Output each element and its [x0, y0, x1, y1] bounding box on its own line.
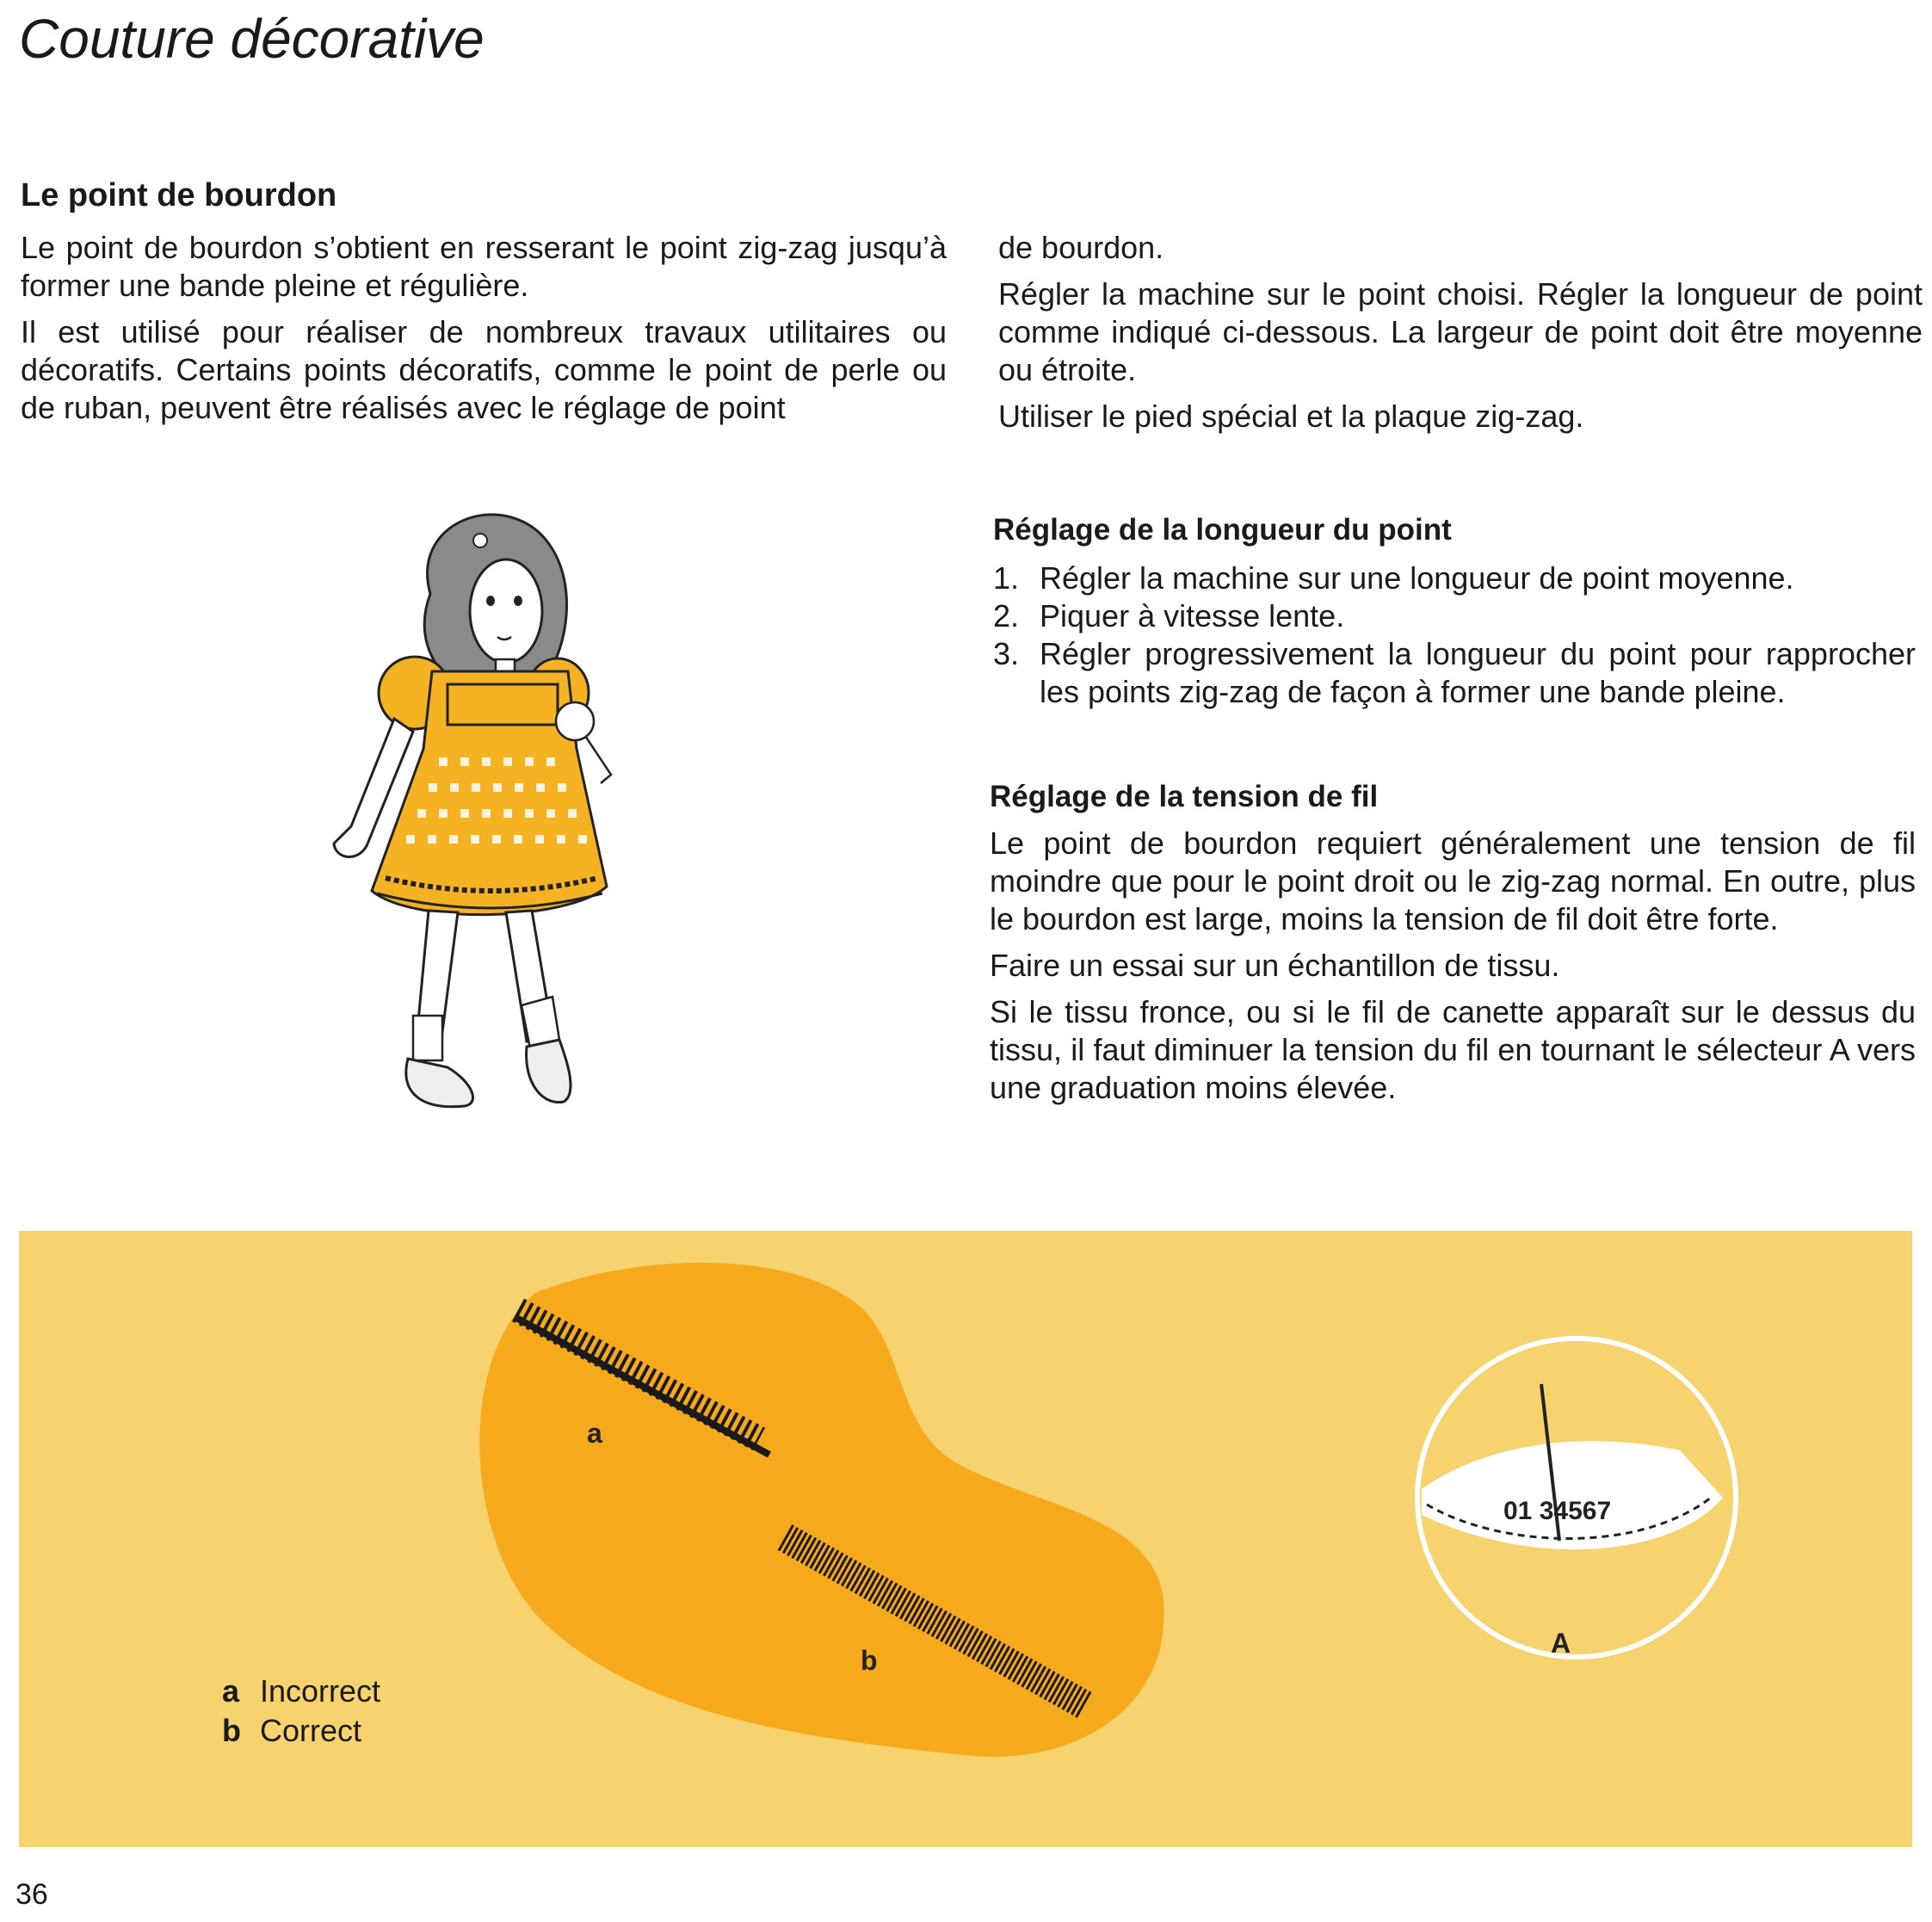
bourdon-text-left: [21, 229, 947, 436]
tension-paragraph-1: Le point de bourdon requiert généralement une tension de fil moindre que pour le point droit ou le zig-zag normal. En outre, plus le bourdon est large, moins la tension de fil doit être forte.: [990, 825, 1916, 936]
dial-label-a: A: [1551, 1628, 1571, 1659]
tension-dial: [1417, 1338, 1736, 1659]
section-heading-longueur: Réglage de la longueur du point: [993, 513, 1452, 547]
section-heading-tension: Réglage de la tension de fil: [990, 780, 1379, 813]
stitch-diagram-panel: [19, 1231, 1912, 1847]
legend-item: b Correct: [222, 1713, 362, 1748]
bourdon-paragraph-3: Régler la machine sur le point choisi. Régler la longueur de point comme indiqué ci-dessous. La largeur de point doit être moyenne ou étroite.: [998, 276, 1923, 387]
bourdon-paragraph-2: Il est utilisé pour réaliser de nombreux travaux utilitaires ou décoratifs. Certains points décoratifs, comme le point de perle ou de ruban, peuvent être réalisés avec le réglage de point: [21, 314, 947, 425]
page-title: Couture décorative: [19, 8, 485, 70]
tension-text: [990, 825, 1916, 1116]
bourdon-paragraph-1: Le point de bourdon s’obtient en resserant le point zig-zag jusqu’à former une bande pleine et régulière.: [21, 230, 947, 303]
label-a: a: [587, 1418, 602, 1449]
label-b: b: [861, 1645, 878, 1676]
dial-numbers: 01 34567: [1503, 1497, 1612, 1525]
stitch-diagram: [19, 1231, 1912, 1847]
list-item: 2. Piquer à vitesse lente.: [993, 598, 1345, 633]
girl-illustration: [327, 499, 637, 1171]
section-heading-bourdon: Le point de bourdon: [21, 177, 337, 213]
page-number: 36: [15, 1878, 48, 1911]
legend-item: a Incorrect: [222, 1673, 381, 1709]
tension-paragraph-3: Si le tissu fronce, ou si le fil de canette apparaît sur le dessus du tissu, il faut diminuer la tension du fil en tournant le sélecteur A vers une graduation moins élevée.: [990, 994, 1916, 1105]
list-item: 1. Régler la machine sur une longueur de point moyenne.: [993, 560, 1794, 596]
list-item: 3. Régler progressivement la longueur du point pour rapprocher les points zig-zag de façon à former une bande pleine.: [993, 636, 1916, 709]
bourdon-text-right: [998, 229, 1923, 444]
bourdon-paragraph-2-continued: de bourdon.: [998, 230, 1164, 265]
tension-paragraph-2: Faire un essai sur un échantillon de tissu.: [990, 948, 1560, 983]
diagram-legend: [222, 1672, 380, 1751]
bourdon-paragraph-4: Utiliser le pied spécial et la plaque zig-zag.: [998, 399, 1584, 434]
longueur-steps: [993, 559, 1916, 711]
